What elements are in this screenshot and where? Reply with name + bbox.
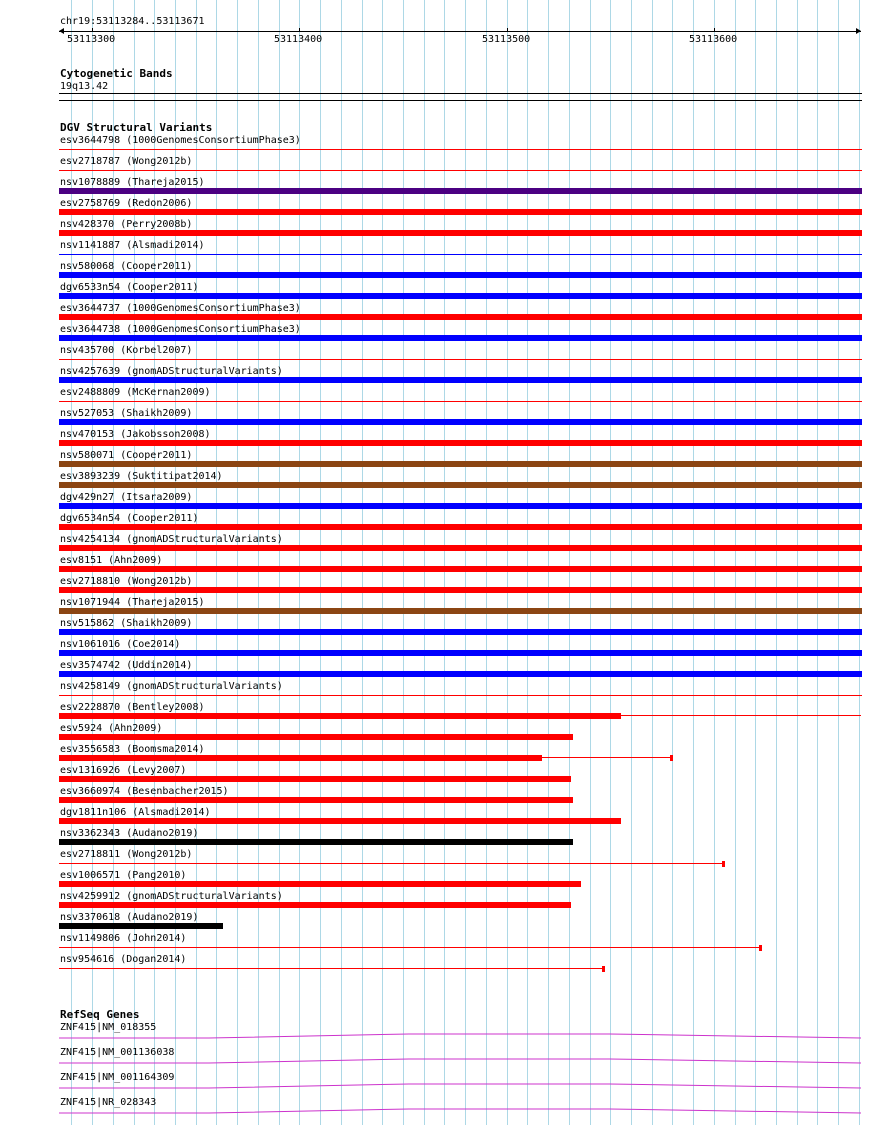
dgv-variant-label[interactable]: esv3644738 (1000GenomesConsortiumPhase3) [60, 324, 301, 335]
ruler-tick [714, 28, 715, 32]
dgv-variant-bar[interactable] [59, 968, 602, 969]
dgv-variant-label[interactable]: dgv429n27 (Itsara2009) [60, 492, 193, 503]
refseq-gene-label[interactable]: ZNF415|NM_001164309 [60, 1072, 175, 1083]
dgv-variant-label[interactable]: nsv1141887 (Alsmadi2014) [60, 240, 205, 251]
dgv-variant-label[interactable]: nsv3370618 (Audano2019) [60, 912, 199, 923]
dgv-variant-label[interactable]: esv8151 (Ahn2009) [60, 555, 163, 566]
dgv-variant-bar[interactable] [59, 170, 862, 171]
dgv-variant-bar[interactable] [59, 608, 862, 614]
dgv-variant-label[interactable]: esv3660974 (Besenbacher2015) [60, 786, 229, 797]
dgv-variant-bar[interactable] [59, 254, 862, 255]
dgv-variant-bar[interactable] [59, 629, 862, 635]
dgv-variant-bar[interactable] [59, 335, 862, 341]
dgv-variant-bar[interactable] [59, 881, 581, 887]
dgv-variant-bar[interactable] [59, 776, 571, 782]
dgv-variant-bar[interactable] [59, 755, 542, 761]
dgv-variant-bar[interactable] [59, 947, 759, 948]
dgv-variant-label[interactable]: esv3556583 (Boomsma2014) [60, 744, 205, 755]
dgv-variant-label[interactable]: nsv1078889 (Thareja2015) [60, 177, 205, 188]
dgv-variant-label[interactable]: nsv954616 (Dogan2014) [60, 954, 187, 965]
dgv-variant-bar[interactable] [59, 503, 862, 509]
dgv-variant-bar[interactable] [59, 839, 573, 845]
cytoband-label[interactable]: 19q13.42 [60, 81, 109, 92]
dgv-variant-bar[interactable] [59, 419, 862, 425]
dgv-variant-label[interactable]: nsv4259912 (gnomADStructuralVariants) [60, 891, 283, 902]
dgv-variant-end-cap [759, 945, 762, 951]
dgv-variant-bar[interactable] [59, 545, 862, 551]
refseq-gene-label[interactable]: ZNF415|NM_018355 [60, 1022, 157, 1033]
position-ruler[interactable] [59, 26, 861, 46]
locus-label: chr19:53113284..53113671 [60, 16, 205, 27]
dgv-variant-bar[interactable] [59, 482, 862, 488]
dgv-variant-bar[interactable] [59, 209, 862, 215]
refseq-gene-intron-line[interactable] [59, 1107, 861, 1115]
dgv-variant-label[interactable]: dgv1811n106 (Alsmadi2014) [60, 807, 211, 818]
dgv-variant-label[interactable]: esv3574742 (Uddin2014) [60, 660, 193, 671]
dgv-variant-extension[interactable] [621, 715, 861, 716]
dgv-variant-bar[interactable] [59, 863, 722, 864]
dgv-variant-end-cap [722, 861, 725, 867]
ruler-tick [507, 28, 508, 32]
ruler-tick [299, 28, 300, 32]
dgv-variant-bar[interactable] [59, 149, 862, 150]
dgv-variant-label[interactable]: nsv580068 (Cooper2011) [60, 261, 193, 272]
dgv-variant-bar[interactable] [59, 359, 862, 360]
dgv-variant-bar[interactable] [59, 902, 571, 908]
dgv-variant-bar[interactable] [59, 230, 862, 236]
dgv-variant-label[interactable]: nsv1061016 (Coe2014) [60, 639, 181, 650]
dgv-variant-label[interactable]: nsv1149806 (John2014) [60, 933, 187, 944]
dgv-variant-bar[interactable] [59, 401, 862, 402]
dgv-variant-bar[interactable] [59, 695, 862, 696]
dgv-variant-label[interactable]: esv3644798 (1000GenomesConsortiumPhase3) [60, 135, 301, 146]
dgv-variant-label[interactable]: nsv4257639 (gnomADStructuralVariants) [60, 366, 283, 377]
dgv-variant-label[interactable]: esv2228870 (Bentley2008) [60, 702, 205, 713]
refseq-gene-intron-line[interactable] [59, 1082, 861, 1090]
dgv-variant-bar[interactable] [59, 188, 862, 194]
ruler-right-arrow-icon [856, 28, 861, 34]
dgv-track-title: DGV Structural Variants [60, 121, 213, 134]
dgv-variant-label[interactable]: nsv4254134 (gnomADStructuralVariants) [60, 534, 283, 545]
ruler-tick-label: 53113400 [274, 34, 323, 45]
cytoband-band-line [59, 93, 862, 94]
dgv-variant-label[interactable]: dgv6533n54 (Cooper2011) [60, 282, 199, 293]
dgv-variant-bar[interactable] [59, 923, 223, 929]
dgv-variant-bar[interactable] [59, 461, 862, 467]
refseq-gene-intron-line[interactable] [59, 1057, 861, 1065]
dgv-variant-label[interactable]: esv1316926 (Levy2007) [60, 765, 187, 776]
dgv-variant-bar[interactable] [59, 671, 862, 677]
ruler-tick-label: 53113300 [67, 34, 116, 45]
dgv-variant-end-cap [602, 966, 605, 972]
dgv-variant-label[interactable]: esv2718810 (Wong2012b) [60, 576, 193, 587]
dgv-variant-label[interactable]: nsv470153 (Jakobsson2008) [60, 429, 211, 440]
dgv-variant-label[interactable]: esv1006571 (Pang2010) [60, 870, 187, 881]
dgv-variant-bar[interactable] [59, 272, 862, 278]
section-divider [59, 100, 862, 101]
dgv-variant-bar[interactable] [59, 293, 862, 299]
dgv-variant-label[interactable]: nsv515862 (Shaikh2009) [60, 618, 193, 629]
dgv-variant-bar[interactable] [59, 797, 573, 803]
dgv-variant-label[interactable]: nsv435700 (Korbel2007) [60, 345, 193, 356]
ruler-tick-label: 53113600 [689, 34, 738, 45]
dgv-variant-bar[interactable] [59, 314, 862, 320]
dgv-variant-end-cap [670, 755, 673, 761]
ruler-left-arrow-icon [59, 28, 64, 34]
dgv-variant-label[interactable]: nsv1071944 (Thareja2015) [60, 597, 205, 608]
ruler-tick [92, 28, 93, 32]
ruler-axis-line [59, 31, 861, 32]
refseq-track-title: RefSeq Genes [60, 1008, 140, 1021]
dgv-variant-label[interactable]: nsv527053 (Shaikh2009) [60, 408, 193, 419]
dgv-variant-label[interactable]: nsv4258149 (gnomADStructuralVariants) [60, 681, 283, 692]
dgv-variant-bar[interactable] [59, 818, 621, 824]
dgv-variant-label[interactable]: esv2488809 (McKernan2009) [60, 387, 211, 398]
dgv-variant-label[interactable]: nsv428370 (Perry2008b) [60, 219, 193, 230]
dgv-variant-bar[interactable] [59, 524, 862, 530]
dgv-variant-label[interactable]: dgv6534n54 (Cooper2011) [60, 513, 199, 524]
dgv-variant-label[interactable]: nsv580071 (Cooper2011) [60, 450, 193, 461]
dgv-variant-label[interactable]: esv2718787 (Wong2012b) [60, 156, 193, 167]
dgv-variant-bar[interactable] [59, 734, 573, 740]
dgv-variant-bar[interactable] [59, 440, 862, 446]
dgv-variant-label[interactable]: esv3644737 (1000GenomesConsortiumPhase3) [60, 303, 301, 314]
refseq-gene-label[interactable]: ZNF415|NR_028343 [60, 1097, 157, 1108]
dgv-variant-extension[interactable] [542, 757, 670, 758]
ruler-tick-label: 53113500 [482, 34, 531, 45]
dgv-variant-label[interactable]: nsv3362343 (Audano2019) [60, 828, 199, 839]
dgv-variant-bar[interactable] [59, 650, 862, 656]
dgv-variant-bar[interactable] [59, 587, 862, 593]
dgv-variant-label[interactable]: esv3893239 (Suktitipat2014) [60, 471, 223, 482]
dgv-variant-label[interactable]: esv2758769 (Redon2006) [60, 198, 193, 209]
refseq-gene-label[interactable]: ZNF415|NM_001136038 [60, 1047, 175, 1058]
dgv-variant-bar[interactable] [59, 713, 621, 719]
dgv-variant-label[interactable]: esv5924 (Ahn2009) [60, 723, 163, 734]
dgv-variant-bar[interactable] [59, 566, 862, 572]
cytoband-track-title: Cytogenetic Bands [60, 67, 173, 80]
dgv-variant-bar[interactable] [59, 377, 862, 383]
dgv-variant-label[interactable]: esv2718811 (Wong2012b) [60, 849, 193, 860]
refseq-gene-intron-line[interactable] [59, 1032, 861, 1040]
